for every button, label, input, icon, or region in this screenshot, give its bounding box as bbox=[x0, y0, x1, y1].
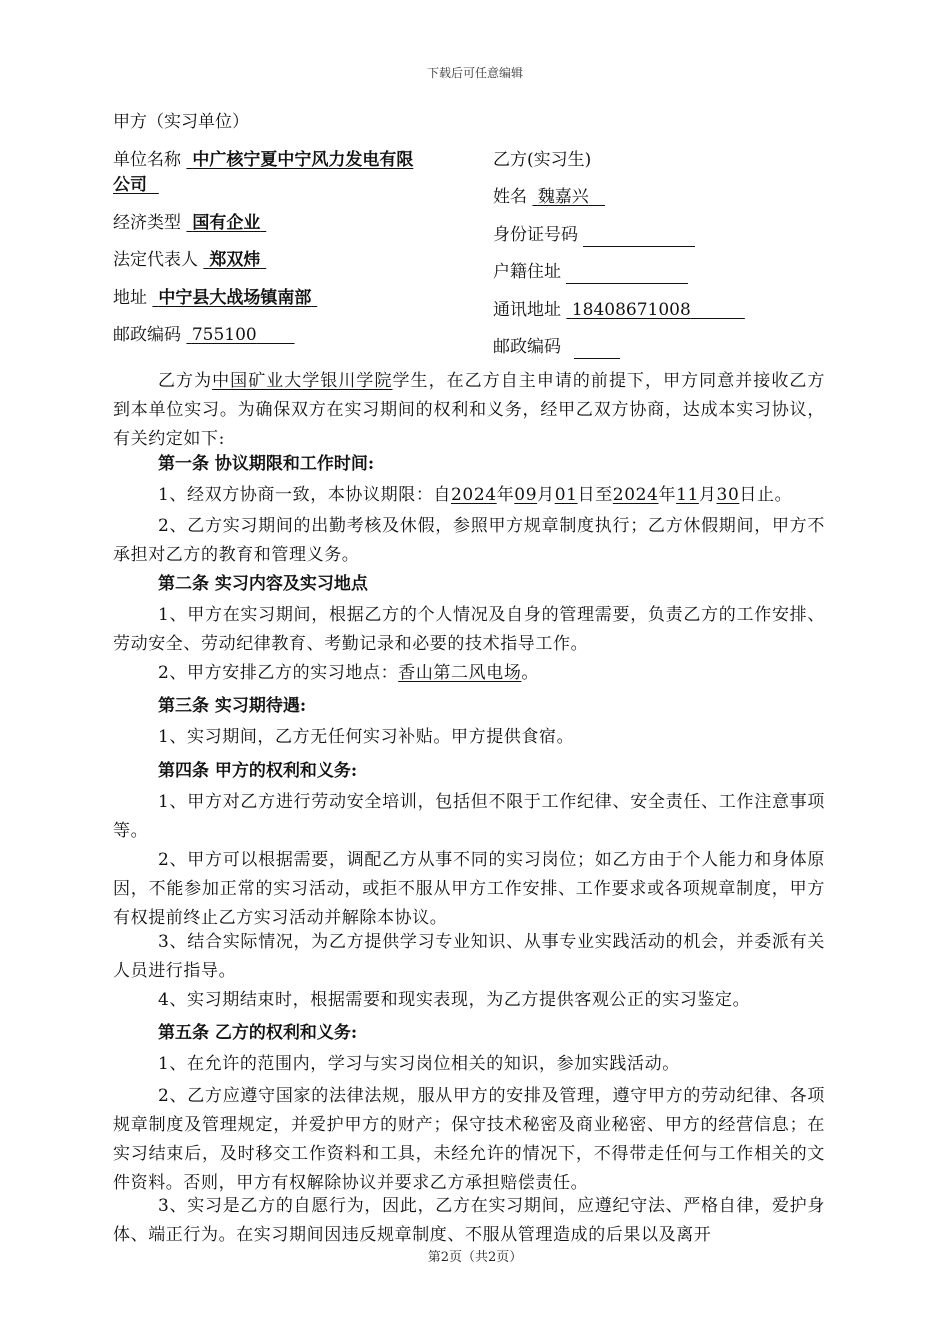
party-b-contact-row bbox=[493, 298, 745, 322]
party-b-id-row bbox=[493, 223, 695, 247]
party-b-heading: 乙方(实习生) bbox=[493, 150, 592, 170]
article-1-p1: 1、经双方协商一致，本协议期限：自2024年09月01日至2024年11月30日止。 bbox=[158, 485, 793, 505]
party-b-name-value: 魏嘉兴 bbox=[537, 187, 589, 207]
party-b-hukou-blank bbox=[566, 265, 688, 284]
party-a-addr-row bbox=[113, 286, 317, 310]
party-a-addr-label: 地址 bbox=[113, 288, 147, 308]
article-4-p4: 4、实习期结束时，根据需要和现实表现，为乙方提供客观公正的实习鉴定。 bbox=[158, 990, 751, 1010]
party-a-name-row bbox=[113, 148, 413, 172]
party-b-name-row bbox=[493, 185, 605, 209]
article-3-p1: 1、实习期间，乙方无任何实习补贴。甲方提供食宿。 bbox=[158, 727, 575, 747]
article-5-p2: 2、乙方应遵守国家的法律法规，服从甲方的安排及管理，遵守甲方的劳动纪律、各项规章制度及管理规定，并爱护甲方的财产；保守技术秘密及商业秘密、甲方的经营信息；在实习结束后，及时移交工作资料和工具，未经允许的情况下，不得带走任何与工作相关的文件资料。否则，甲方有权解除协议并要求乙方承担赔偿责任。 bbox=[113, 1086, 825, 1193]
party-a-zip-value: 755100 bbox=[191, 325, 257, 345]
party-b-hukou-label: 户籍住址 bbox=[493, 262, 561, 282]
party-b-zip-label: 邮政编码 bbox=[493, 337, 561, 357]
party-a-name-value: 中广核宁夏中宁风力发电有限 bbox=[192, 150, 414, 170]
article-2-p2: 2、甲方安排乙方的实习地点：香山第二风电场。 bbox=[158, 663, 540, 683]
party-b-zip-blank bbox=[574, 340, 620, 359]
internship-place: 香山第二风电场 bbox=[398, 663, 522, 683]
party-a-type-row bbox=[113, 211, 266, 235]
party-a-zip-label: 邮政编码 bbox=[113, 325, 181, 345]
party-b-contact-label: 通讯地址 bbox=[493, 300, 561, 320]
party-b-id-blank bbox=[583, 228, 695, 247]
party-b-hukou-row bbox=[493, 260, 688, 284]
party-b-id-label: 身份证号码 bbox=[493, 225, 578, 245]
article-2-p1: 1、甲方在实习期间，根据乙方的个人情况及自身的管理需要，负责乙方的工作安排、劳动安全、劳动纪律教育、考勤记录和必要的技术指导工作。 bbox=[113, 605, 825, 654]
article-5-p1: 1、在允许的范围内，学习与实习岗位相关的知识，参加实践活动。 bbox=[158, 1054, 680, 1074]
article-5-title: 第五条 乙方的权利和义务: bbox=[158, 1023, 358, 1043]
party-a-name-value-cont: 公司 bbox=[113, 175, 147, 195]
article-4-p3: 3、结合实际情况，为乙方提供学习专业知识、从事专业实践活动的机会，并委派有关人员进行指导。 bbox=[113, 932, 825, 981]
party-b-contact-value: 18408671008 bbox=[571, 300, 691, 320]
party-a-name-label: 单位名称 bbox=[113, 150, 181, 170]
party-b-zip-row bbox=[493, 335, 620, 359]
page-header: 下载后可任意编辑 bbox=[426, 66, 523, 80]
party-a-heading: 甲方（实习单位） bbox=[113, 112, 249, 132]
party-a-rep-row bbox=[113, 248, 266, 272]
article-4-p1: 1、甲方对乙方进行劳动安全培训，包括但不限于工作纪律、安全责任、工作注意事项等。 bbox=[113, 792, 825, 841]
article-4-p2: 2、甲方可以根据需要，调配乙方从事不同的实习岗位；如乙方由于个人能力和身体原因，不能参加正常的实习活动，或拒不服从甲方工作安排、工作要求或各项规章制度，甲方有权提前终止乙方实习活动并解除本协议。 bbox=[113, 850, 825, 928]
party-a-zip-row bbox=[113, 323, 295, 347]
party-a-addr-value: 中宁县大战场镇南部 bbox=[158, 288, 312, 308]
article-1-p2: 2、乙方实习期间的出勤考核及休假，参照甲方规章制度执行；乙方休假期间，甲方不承担对乙方的教育和管理义务。 bbox=[113, 516, 825, 565]
article-1-title: 第一条 协议期限和工作时间: bbox=[158, 454, 375, 474]
party-a-type-label: 经济类型 bbox=[113, 213, 181, 233]
intro-paragraph: 乙方为中国矿业大学银川学院学生，在乙方自主申请的前提下，甲方同意并接收乙方到本单位实习。为确保双方在实习期间的权利和义务，经甲乙双方协商，达成本实习协议，有关约定如下: bbox=[113, 371, 825, 449]
party-b-name-label: 姓名 bbox=[493, 187, 527, 207]
article-5-p3: 3、实习是乙方的自愿行为，因此，乙方在实习期间，应遵纪守法、严格自律，爱护身体、端正行为。在实习期间因违反规章制度、不服从管理造成的后果以及离开 bbox=[113, 1196, 825, 1245]
party-a-name-row2 bbox=[113, 173, 159, 197]
page-footer: 第2页（共2页） bbox=[427, 1250, 523, 1265]
party-a-rep-label: 法定代表人 bbox=[113, 250, 198, 270]
article-3-title: 第三条 实习期待遇: bbox=[158, 696, 307, 716]
party-a-type-value: 国有企业 bbox=[192, 213, 261, 233]
article-2-title: 第二条 实习内容及实习地点 bbox=[158, 574, 368, 594]
school-name: 中国矿业大学银川学院 bbox=[212, 371, 393, 391]
article-4-title: 第四条 甲方的权利和义务: bbox=[158, 761, 358, 781]
party-a-rep-value: 郑双炜 bbox=[209, 250, 261, 270]
